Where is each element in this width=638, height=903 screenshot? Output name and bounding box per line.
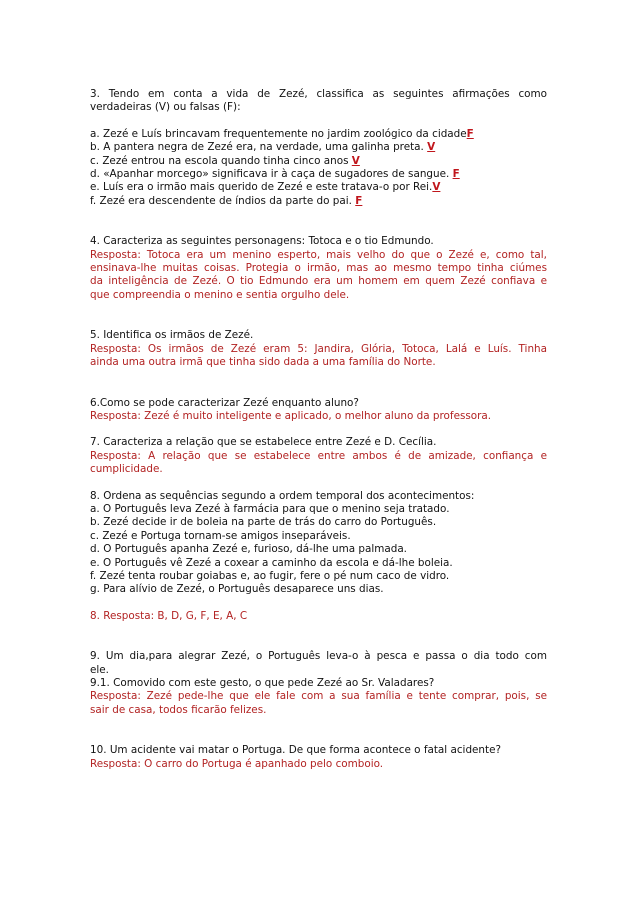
- q8-item-f: f. Zezé tenta roubar goiabas e, ao fugir, fere o pé num caco de vidro.: [90, 569, 450, 582]
- q4-answer-line-3: da inteligência de Zezé. O tio Edmundo era um homem em quem Zezé confiava e: [90, 275, 547, 288]
- q3-question-line-2: verdadeiras (V) ou falsas (F):: [90, 101, 241, 114]
- q7-question: 7. Caracteriza a relação que se estabelece entre Zezé e D. Cecília.: [90, 436, 437, 449]
- q8-item-c: c. Zezé e Portuga tornam-se amigos inseparáveis.: [90, 529, 351, 542]
- q3-item-c-answer: V: [351, 154, 360, 167]
- q3-item-b-answer: V: [427, 141, 436, 154]
- question-10: [90, 744, 547, 771]
- q3-question-line-1: 3. Tendo em conta a vida de Zezé, classifica as seguintes afirmações como: [90, 88, 547, 100]
- question-5: [90, 329, 547, 369]
- q8-item-b: b. Zezé decide ir de boleia na parte de trás do carro do Português.: [90, 516, 437, 529]
- question-9: [90, 650, 547, 717]
- q4-answer-line-1: Resposta: Totoca era um menino esperto, mais velho do que o Zezé e, como tal,: [90, 248, 547, 261]
- q4-question: 4. Caracteriza as seguintes personagens: Totoca e o tio Edmundo.: [90, 235, 434, 248]
- question-8: [90, 490, 547, 624]
- q8-item-g: g. Para alívio de Zezé, o Português desaparece uns dias.: [90, 583, 384, 596]
- document-content: [90, 88, 547, 771]
- q9-question-line-1: 9. Um dia,para alegrar Zezé, o Português leva-o à pesca e passa o dia todo com: [90, 650, 547, 663]
- q6-question: 6.Como se pode caracterizar Zezé enquanto aluno?: [90, 396, 359, 409]
- q4-answer-line-4: que compreendia o menino e sentia orgulho dele.: [90, 288, 350, 301]
- q8-question: 8. Ordena as sequências segundo a ordem temporal dos acontecimentos:: [90, 489, 475, 502]
- q8-answer: 8. Resposta: B, D, G, F, E, A, C: [90, 609, 248, 622]
- question-6: [90, 397, 547, 424]
- q6-answer: Resposta: Zezé é muito inteligente e aplicado, o melhor aluno da professora.: [90, 409, 492, 422]
- q8-item-e: e. O Português vê Zezé a coxear a caminho da escola e dá-lhe boleia.: [90, 556, 453, 569]
- q10-question: 10. Um acidente vai matar o Portuga. De que forma acontece o fatal acidente?: [90, 744, 501, 757]
- q3-item-e: e. Luís era o irmão mais querido de Zezé e este tratava-o por Rei.V: [90, 181, 441, 194]
- q3-item-b: b. A pantera negra de Zezé era, na verdade, uma galinha preta. V: [90, 141, 436, 154]
- question-4: [90, 235, 547, 302]
- q9-answer-line-1: Resposta: Zezé pede-lhe que ele fale com a sua família e tente comprar, pois, se: [90, 690, 547, 703]
- q3-item-d-answer: F: [452, 168, 460, 181]
- q5-question: 5. Identifica os irmãos de Zezé.: [90, 329, 254, 342]
- q5-answer-line-1: Resposta: Os irmãos de Zezé eram 5: Jandira, Glória, Totoca, Lalá e Luís. Tinha: [90, 342, 547, 355]
- q3-item-e-answer: V: [432, 181, 441, 194]
- q3-item-a-answer: F: [466, 127, 474, 140]
- q10-answer: Resposta: O carro do Portuga é apanhado pelo comboio.: [90, 757, 384, 770]
- q9-question-line-2: ele.: [90, 663, 109, 676]
- q4-answer-line-2: ensinava-lhe muitas coisas. Protegia o irmão, mas ao mesmo tempo tinha ciúmes: [90, 262, 547, 275]
- q8-item-d: d. O Português apanha Zezé e, furioso, dá-lhe uma palmada.: [90, 543, 407, 556]
- q3-item-c: c. Zezé entrou na escola quando tinha cinco anos V: [90, 154, 360, 167]
- q3-item-f-answer: F: [355, 194, 363, 207]
- q7-answer-line-1: Resposta: A relação que se estabelece entre ambos é de amizade, confiança e: [90, 449, 547, 462]
- q9-answer-line-2: sair de casa, todos ficarão felizes.: [90, 703, 267, 716]
- q3-item-f: f. Zezé era descendente de índios da parte do pai. F: [90, 194, 363, 207]
- q8-item-a: a. O Português leva Zezé à farmácia para que o menino seja tratado.: [90, 502, 450, 515]
- q7-answer-line-2: cumplicidade.: [90, 463, 163, 476]
- question-7: [90, 436, 547, 476]
- q5-answer-line-2: ainda uma outra irmã que tinha sido dada a uma família do Norte.: [90, 356, 436, 369]
- q9-sub-question: 9.1. Comovido com este gesto, o que pede Zezé ao Sr. Valadares?: [90, 677, 435, 689]
- q3-item-a: a. Zezé e Luís brincavam frequentemente no jardim zoológico da cidadeF: [90, 127, 474, 140]
- q3-item-d: d. «Apanhar morcego» significava ir à caça de sugadores de sangue. F: [90, 168, 460, 181]
- question-3: [90, 88, 547, 208]
